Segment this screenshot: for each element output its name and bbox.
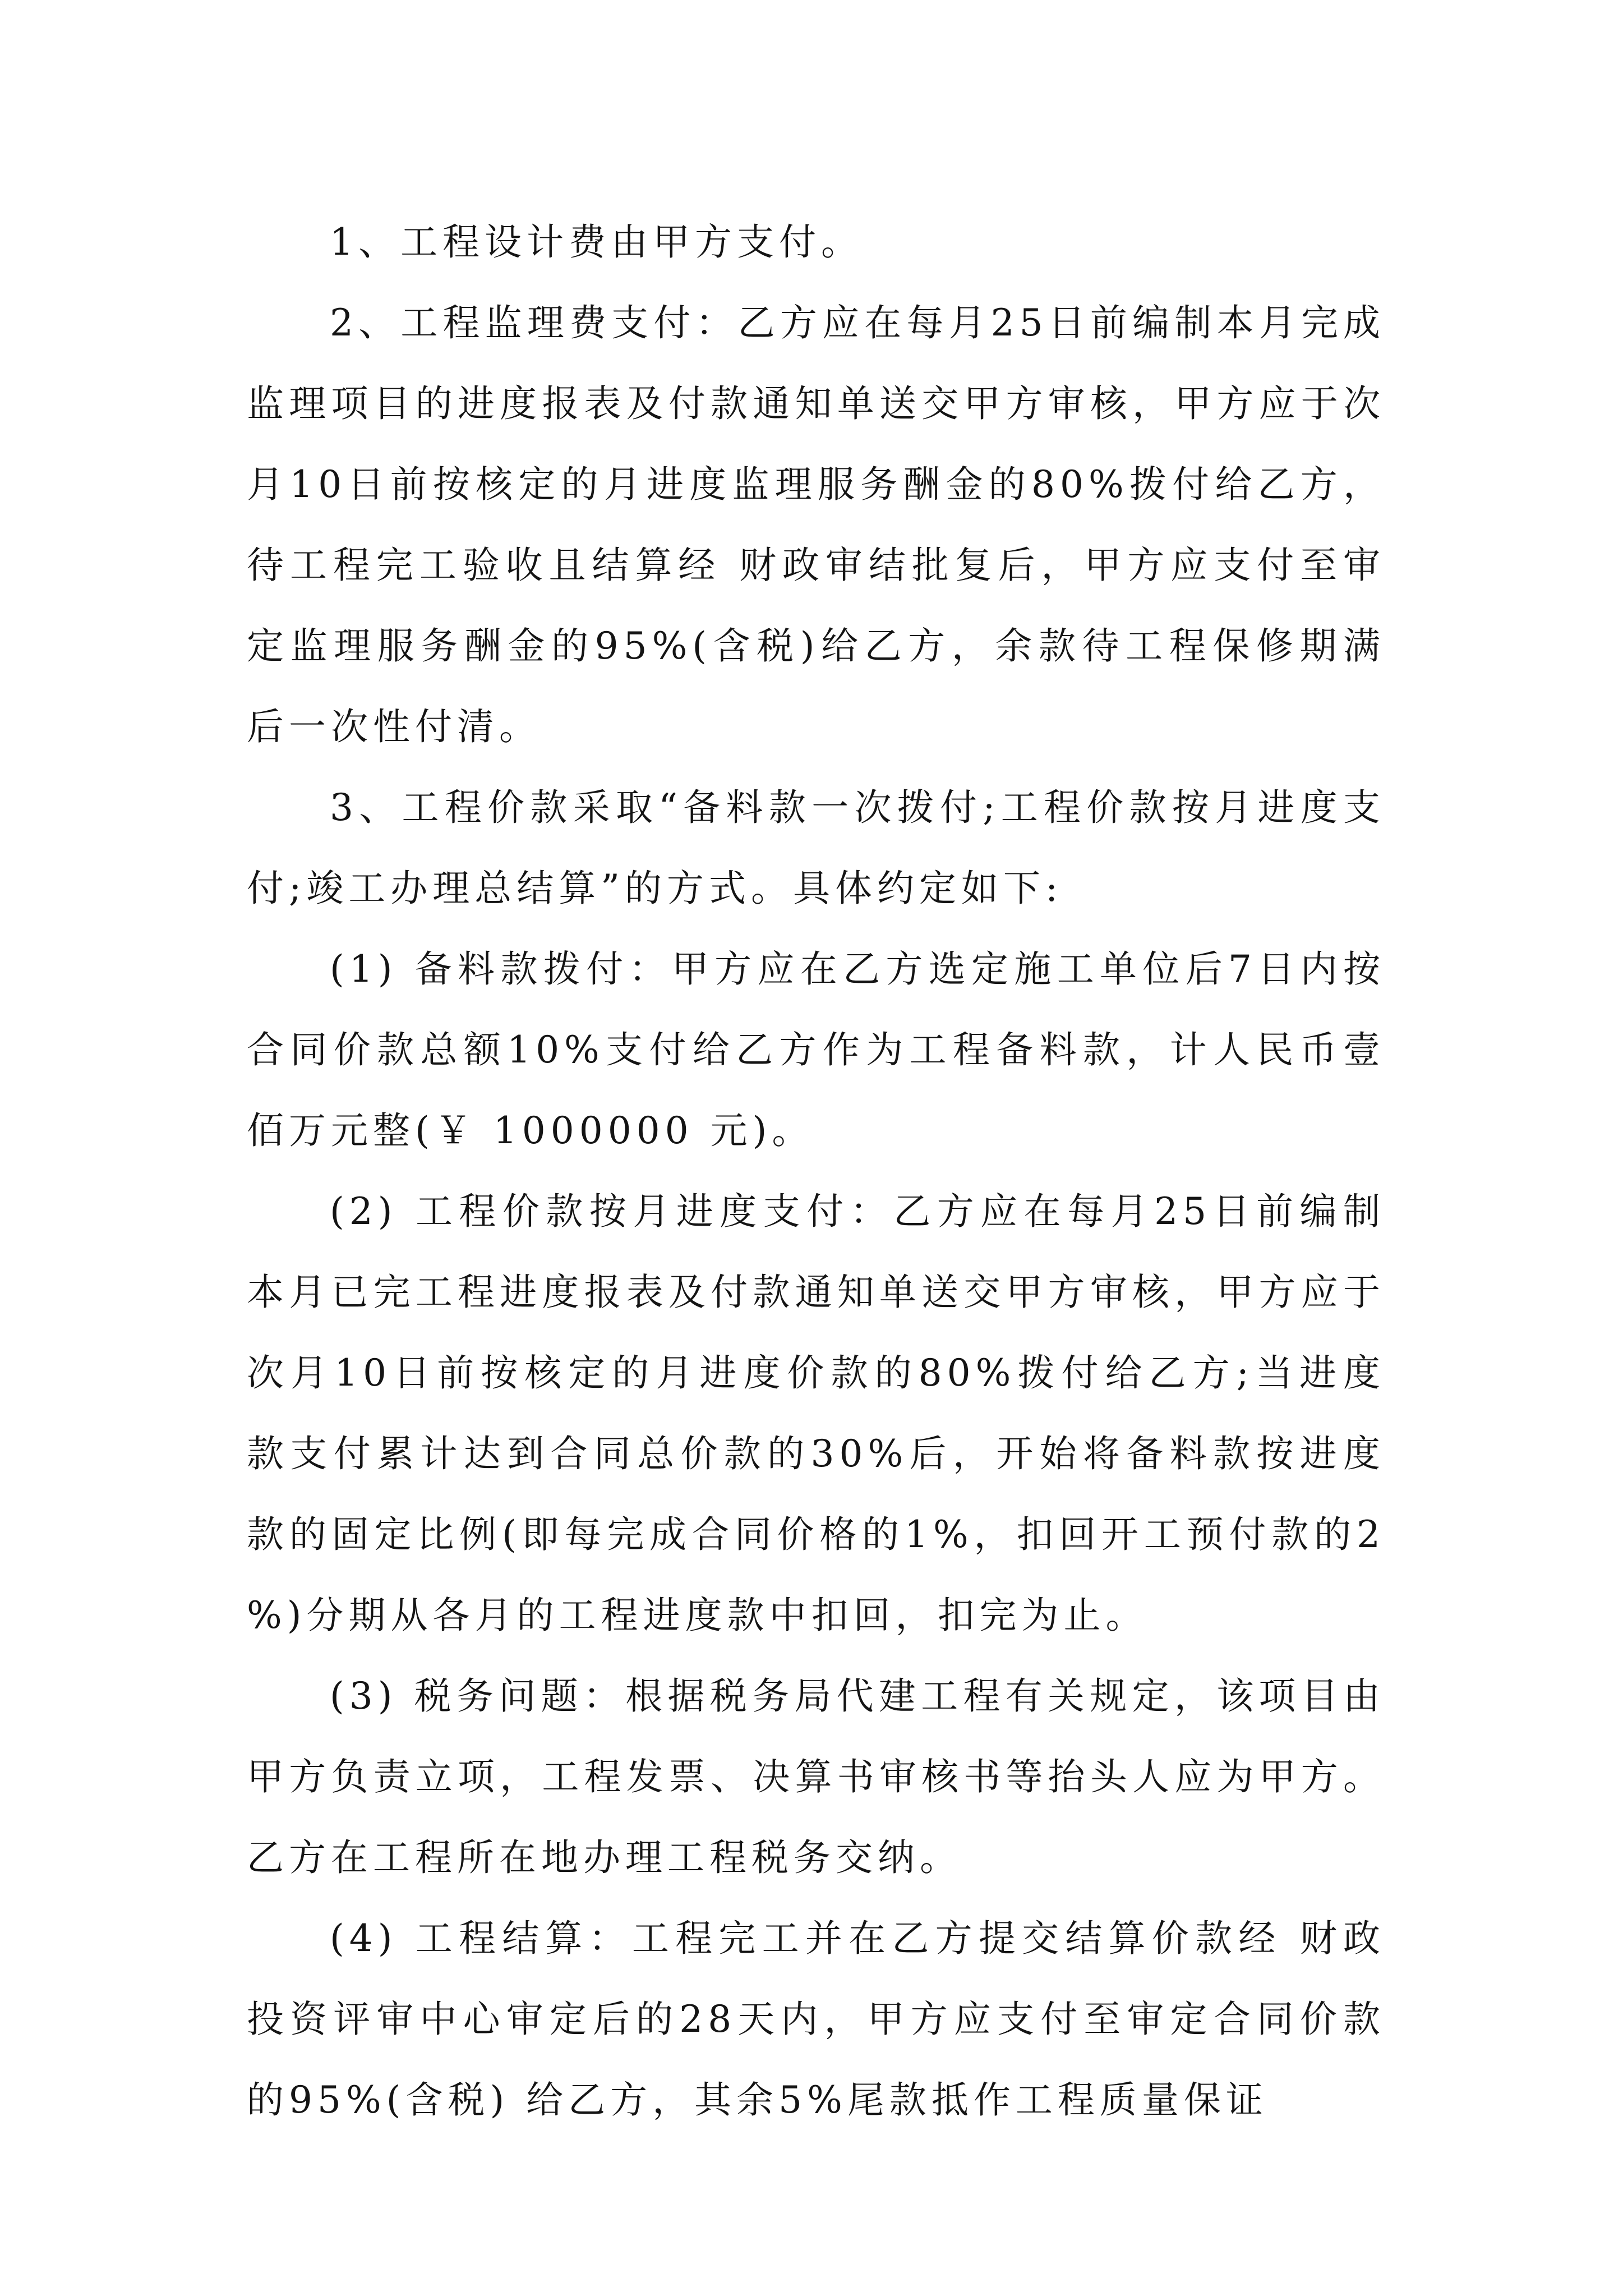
paragraph-tax-issues: (3) 税务问题：根据税务局代建工程有关规定，该项目由甲方负责立项，工程发票、决算书审核书等抬头人应为甲方。乙方在工程所在地办理工程税务交纳。 (247, 1674, 1385, 1879)
paragraph-material-advance: (1) 备料款拨付：甲方应在乙方选定施工单位后7日内按合同价款总额10%支付给乙方作为工程备料款，计人民币壹佰万元整(￥ 1000000 元)。 (247, 947, 1385, 1152)
document-body (247, 202, 1385, 2141)
paragraph-project-settlement: (4) 工程结算：工程完工并在乙方提交结算价款经 财政投资评审中心审定后的28天内，甲方应支付至审定合同价款的95%(含税) 给乙方，其余5%尾款抵作工程质量保证 (247, 1917, 1385, 2122)
paragraph-design-fee: 1、工程设计费由甲方支付。 (330, 220, 863, 264)
paragraph-monthly-progress-payment: (2) 工程价款按月进度支付：乙方应在每月25日前编制本月已完工程进度报表及付款通知单送交甲方审核，甲方应于次月10日前按核定的月进度价款的80%拨付给乙方;当进度款支付累计达到合同总价款的30%后，开始将备料款按进度款的固定比例(即每完成合同价格的1%，扣回开工预付款的2%)分期从各月的工程进度款中扣回，扣完为止。 (247, 1190, 1385, 1637)
paragraph-payment-method: 3、工程价款采取“备料款一次拨付;工程价款按月进度支付;竣工办理总结算”的方式。具体约定如下: (247, 786, 1385, 910)
paragraph-supervision-fee: 2、工程监理费支付：乙方应在每月25日前编制本月完成监理项目的进度报表及付款通知单送交甲方审核，甲方应于次月10日前按核定的月进度监理服务酬金的80%拨付给乙方，待工程完工验收且结算经 财政审结批复后，甲方应支付至审定监理服务酬金的95%(含税)给乙方，余款待工程保修期满后一次性付清。 (247, 301, 1385, 748)
